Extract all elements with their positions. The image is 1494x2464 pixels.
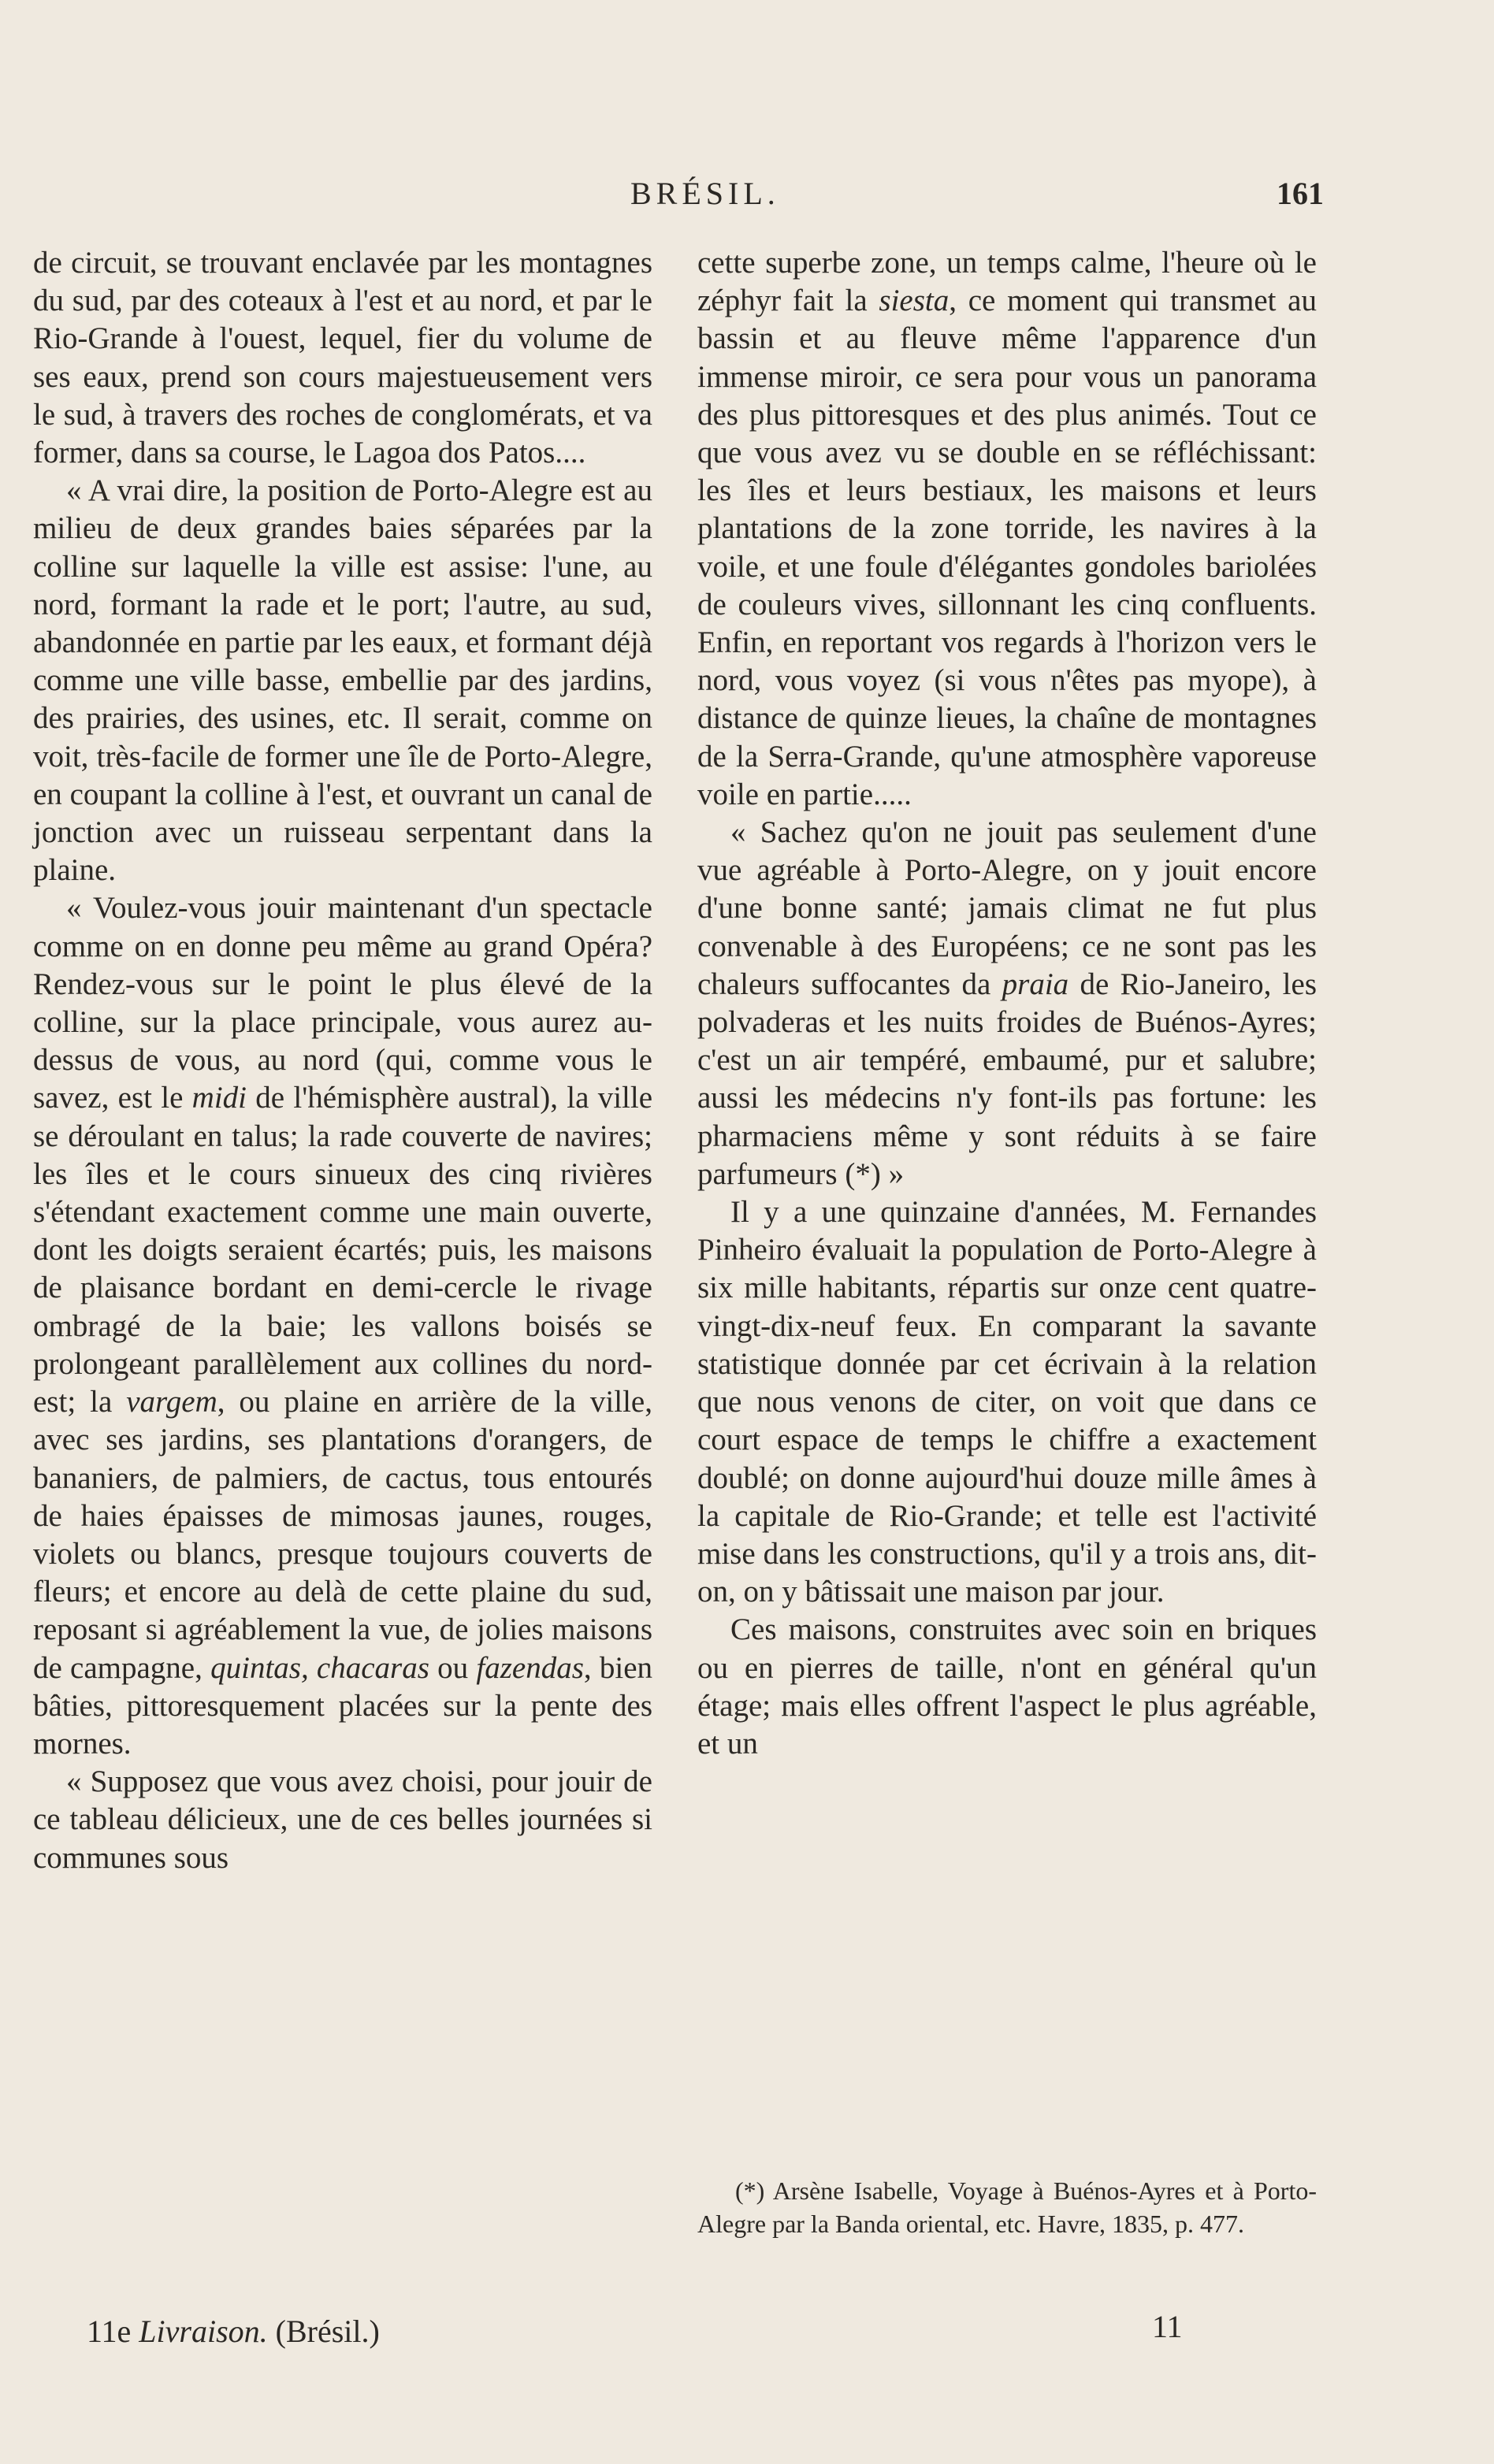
italic-term: fazendas (476, 1650, 584, 1685)
text-run: ou (429, 1650, 477, 1685)
footnote (697, 2174, 1317, 2240)
paragraph: Ces maisons, construites avec soin en briques ou en pierres de taille, n'ont en général qu'un étage; mais elles offrent l'aspect le plus agréable, et un (697, 1612, 1317, 1761)
signature-bresil: (Brésil.) (275, 2314, 380, 2349)
printer-signature (87, 2313, 380, 2350)
text-run: , ou plaine en arrière de la ville, avec ses jardins, ses plantations d'orangers, de bananiers, de palmiers, de cactus, tous entourés de haies épaisses de mimosas jaunes, rouges, violets ou blancs, presque toujours couverts de fleurs; et encore au delà de cette plaine du sud, reposant si agréablement la vue, de jolies maisons de campagne, (33, 1385, 652, 1685)
signature-number: 11e (87, 2314, 132, 2349)
footnote-mark: (*) (735, 2176, 765, 2205)
page-header (32, 175, 1324, 222)
paragraph: « Supposez que vous avez choisi, pour jouir de ce tableau délicieux, une de ces belles journées si communes sous (33, 1765, 652, 1875)
italic-term: midi (191, 1081, 247, 1115)
paragraph (33, 889, 652, 1763)
footnote-text: Arsène Isabelle, Voyage à Buénos-Ayres et à Porto-Alegre par la Banda oriental, etc. Havre, 1835, p. 477. (697, 2176, 1317, 2238)
text-run: de Rio-Janeiro, les polvaderas et les nuits froides de Buénos-Ayres; c'est un air tempéré, embaumé, pur et salubre; aussi les médecins n'y font-ils pas fortune: les pharmaciens même y sont réduits à se faire parfumeurs (*) » (697, 967, 1317, 1191)
signature-livraison: Livraison. (139, 2314, 268, 2349)
sheet-number: 11 (1152, 2309, 1183, 2344)
italic-term: praia (1002, 967, 1069, 1001)
left-column (33, 244, 652, 1877)
text-run: , ce moment qui transmet au bassin et au fleuve même l'apparence d'un immense miroir, ce sera pour vous un panorama des plus pittoresques et des plus animés. Tout ce que vous avez vu se double en se réfléchissant: les îles et leurs bestiaux, les maisons et leurs plantations de la zone torride, les navires à la voile, et une foule d'élégantes gondoles bariolées de couleurs vives, sillonnant les cinq confluents. Enfin, en reportant vos regards à l'horizon vers le nord, vous voyez (si vous n'êtes pas myope), à distance de quinze lieues, la chaîne de montagnes de la Serra-Grande, qu'une atmosphère vaporeuse voile en partie..... (697, 284, 1317, 811)
italic-term: siesta (879, 284, 950, 318)
text-run: « Voulez-vous jouir maintenant d'un spectacle comme on en donne peu même au grand Opéra? Rendez-vous sur le point le plus élevé de la colline, sur la place principale, vous aurez au-dessus de vous, au nord (qui, comme vous le savez, est le (33, 891, 652, 1115)
right-column (697, 244, 1317, 1763)
text-run: , bien bâties, pittoresquement placées sur la pente des mornes. (33, 1650, 653, 1761)
paragraph: Il y a une quinzaine d'années, M. Fernandes Pinheiro évaluait la population de Porto-Alegre à six mille habitants, répartis sur onze cent quatre-vingt-dix-neuf feux. En comparant la savante statistique donnée par cet écrivain à la relation que nous venons de citer, on voit que dans ce court espace de temps le chiffre a exactement doublé; on donne aujourd'hui douze mille âmes à la capitale de Rio-Grande; et telle est l'activité mise dans les constructions, qu'il y a trois ans, dit-on, on y bâtissait une maison par jour. (697, 1195, 1317, 1609)
running-title: BRÉSIL. (630, 176, 780, 211)
paragraph: de circuit, se trouvant enclavée par les montagnes du sud, par des coteaux à l'est et au nord, et par le Rio-Grande à l'ouest, lequel, fier du volume de ses eaux, prend son cours majestueusement vers le sud, à travers des roches de conglomérats, et va former, dans sa course, le Lagoa dos Patos.... (33, 246, 652, 470)
italic-term: quintas, chacaras (210, 1650, 429, 1685)
paragraph: « A vrai dire, la position de Porto-Alegre est au milieu de deux grandes baies séparées par la colline sur laquelle la ville est assise: l'une, au nord, formant la rade et le port; l'autre, au sud, abandonnée en partie par les eaux, et formant déjà comme une ville basse, embellie par des jardins, des prairies, des usines, etc. Il serait, comme on voit, très-facile de former une île de Porto-Alegre, en coupant la colline à l'est, et ouvrant un canal de jonction avec un ruisseau serpentant dans la plaine. (33, 473, 652, 888)
paragraph (697, 244, 1317, 814)
paragraph (697, 814, 1317, 1193)
text-run: « Sachez qu'on ne jouit pas seulement d'une vue agréable à Porto-Alegre, on y jouit encore d'une bonne santé; jamais climat ne fut plus convenable à des Européens; ce ne sont pas les chaleurs suffocantes da (697, 815, 1317, 1001)
text-run: cette superbe zone, un temps calme, l'heure où le zéphyr fait la (697, 246, 1317, 318)
page-number: 161 (1277, 176, 1324, 211)
text-run: de l'hémisphère austral), la ville se déroulant en talus; la rade couverte de navires; les îles et le cours sinueux des cinq rivières s'étendant exactement comme une main ouverte, dont les doigts seraient écartés; puis, les maisons de plaisance bordant en demi-cercle le rivage ombragé de la baie; les vallons boisés se prolongeant parallèlement aux collines du nord-est; la (33, 1081, 653, 1419)
italic-term: vargem (126, 1385, 217, 1419)
